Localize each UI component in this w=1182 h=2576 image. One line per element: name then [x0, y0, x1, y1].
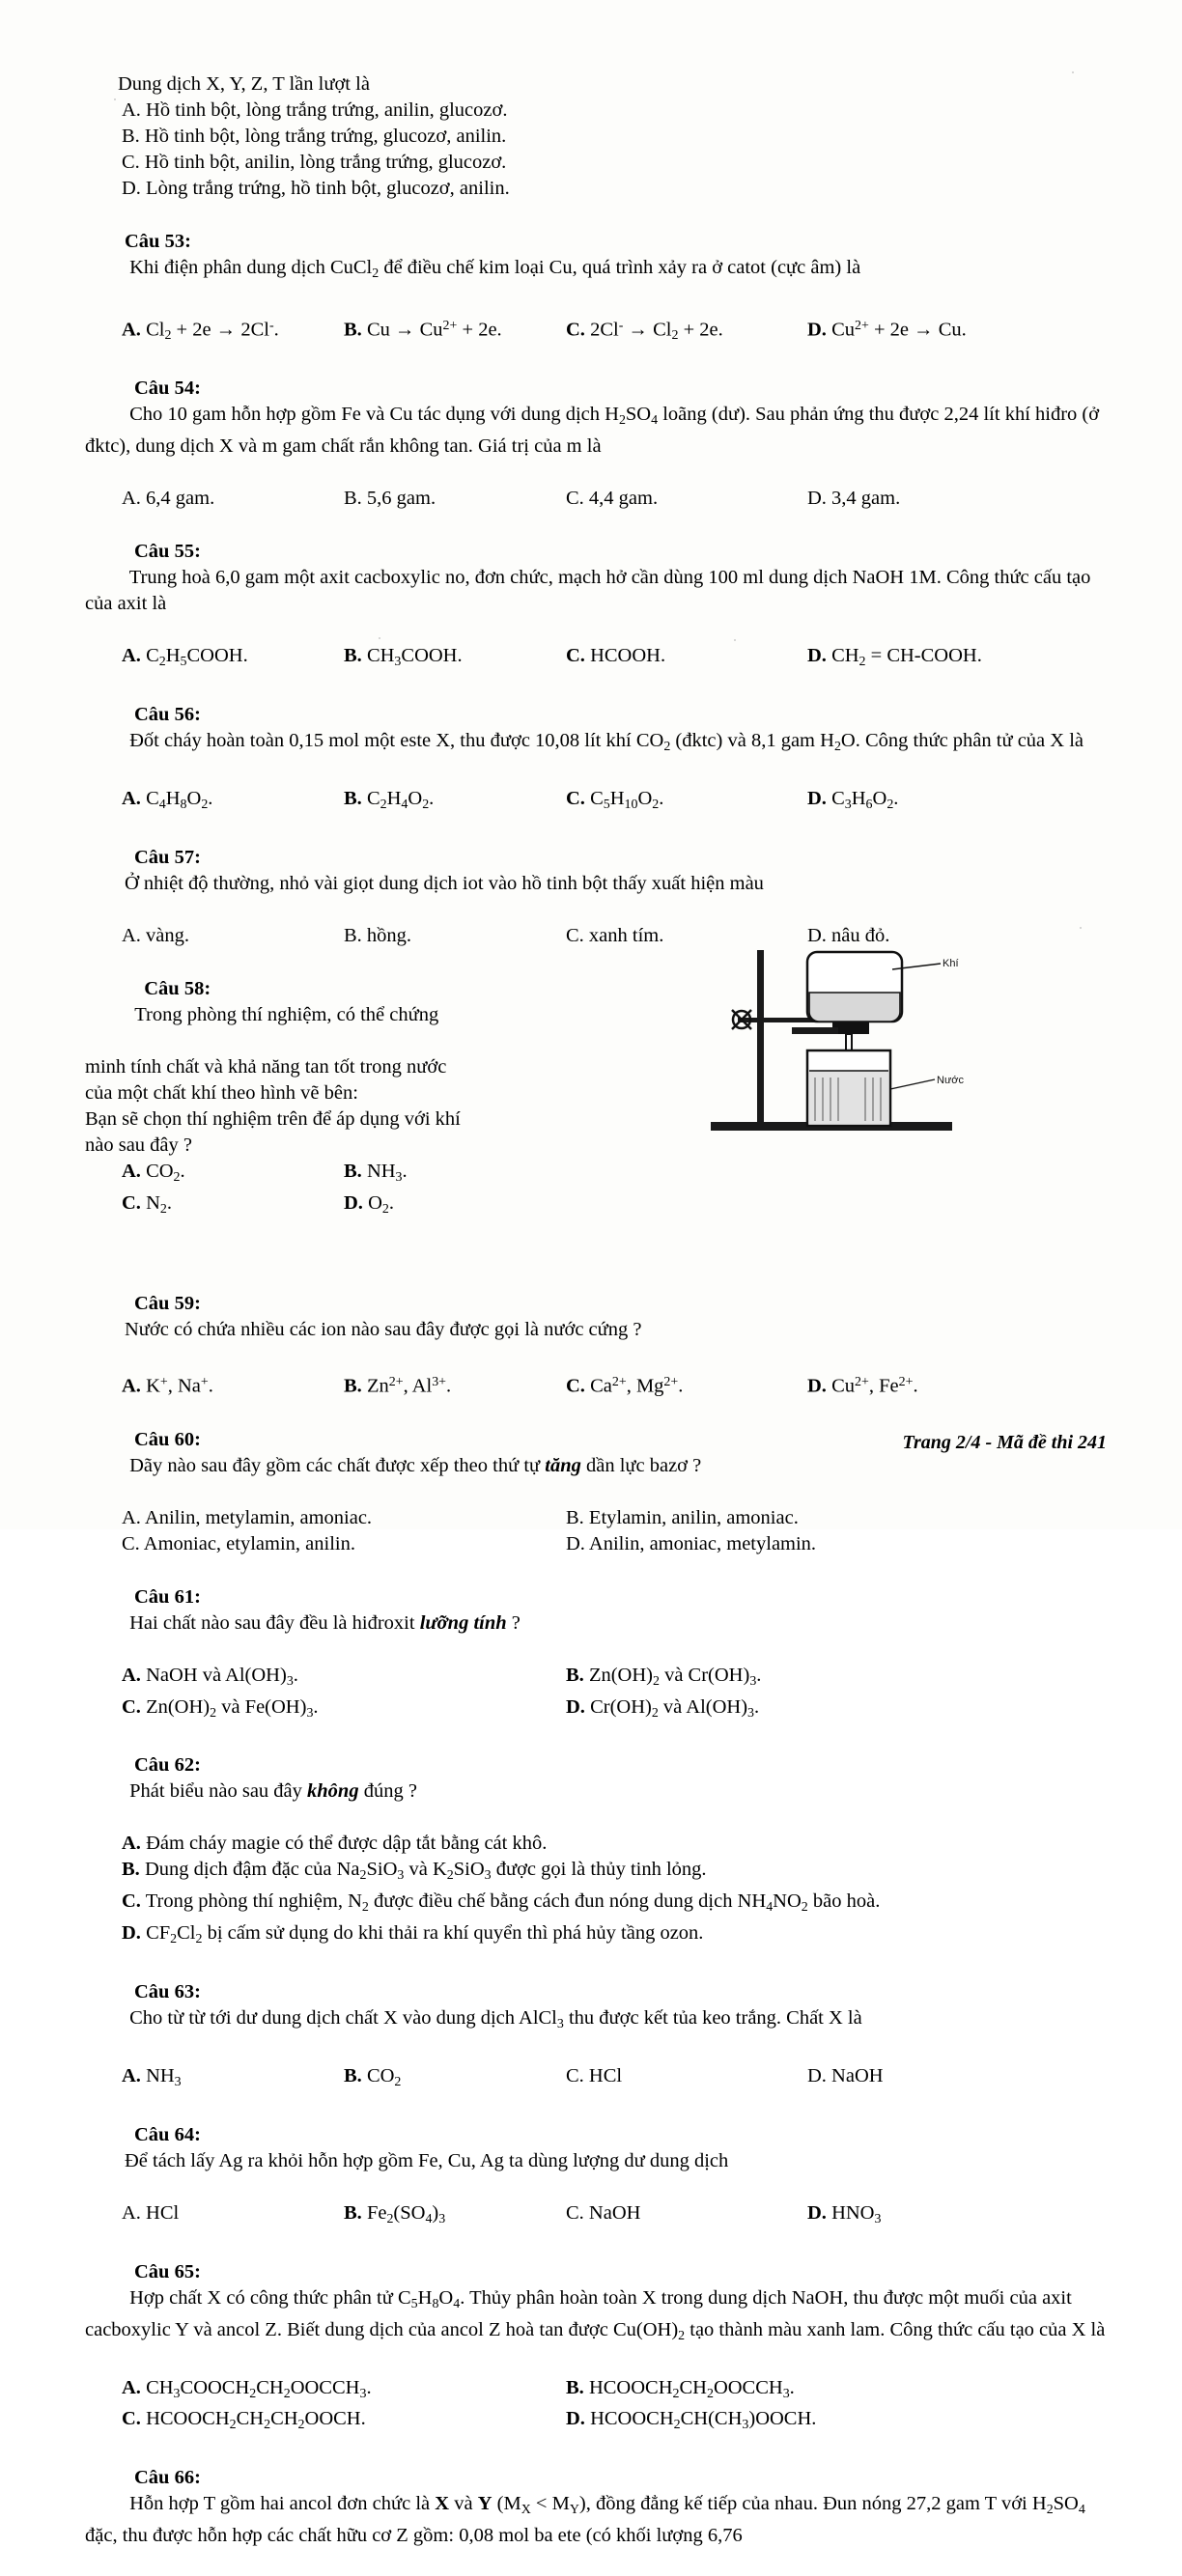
question-60-option-c: C. Amoniac, etylamin, anilin.: [122, 1532, 355, 1554]
question-54-label: Câu 54:: [134, 378, 201, 400]
question-61-option-d: D. $Cr(OH)_2$ và $Al(OH)_3$.: [566, 1695, 760, 1721]
question-60: [85, 1401, 1109, 1557]
question-62-option-a: A. Đám cháy magie có thể được dập tắt bằng cát khô.: [122, 1833, 548, 1855]
intro-block: [85, 71, 1109, 202]
question-58-stem-line-1: Trong phòng thí nghiệm, có thể chứng: [134, 1003, 439, 1025]
question-55: [85, 513, 1109, 675]
question-59-stem: Nước có chứa nhiều các ion nào sau đây được gọi là nước cứng ?: [125, 1319, 642, 1341]
question-56-label: Câu 56:: [134, 703, 201, 725]
question-53-option-b: B. $Cu \to Cu^{2+} + 2e$.: [344, 318, 502, 341]
question-61-label: Câu 61:: [134, 1585, 201, 1608]
question-54-option-c: C. 4,4 gam.: [566, 487, 659, 509]
intro-prompt: Dung dịch X, Y, Z, T lần lượt là: [118, 73, 370, 95]
page-footer: Trang 2/4 - Mã đề thi 241: [902, 1432, 1107, 1453]
question-55-option-a: A. $C_2H_5COOH$.: [122, 644, 248, 669]
scan-speck: [1072, 71, 1074, 73]
question-53-option-d: D. $Cu^{2+} + 2e \to Cu$.: [807, 318, 967, 341]
question-53-option-c: C. $2Cl^- \to Cl_2 + 2e$.: [566, 318, 723, 344]
question-57-stem: Ở nhiệt độ thường, nhỏ vài giọt dung dịch iot vào hồ tinh bột thấy xuất hiện màu: [125, 872, 764, 894]
question-65: [85, 2233, 1109, 2439]
question-53-stem: Khi điện phân dung dịch CuCl$_2$ để điều chế kim loại Cu, quá trình xảy ra ở catot (cực âm) là: [125, 257, 861, 281]
experiment-figure: [703, 942, 1089, 1145]
question-55-option-c: C. HCOOH.: [566, 644, 666, 666]
scan-speck: [1080, 927, 1082, 929]
question-53: [85, 203, 1109, 349]
intro-option-b: B. Hồ tinh bột, lòng trắng trứng, glucozơ, anilin.: [122, 126, 507, 147]
question-58-options-row-2: [85, 1190, 664, 1222]
intro-option-d: D. Lòng trắng trứng, hồ tinh bột, glucozơ, anilin.: [122, 178, 510, 199]
question-63-option-c: C. HCl: [566, 2065, 623, 2086]
question-58-label: Câu 58:: [144, 977, 211, 999]
question-55-option-d: D. $CH_2$ = CH-COOH.: [807, 644, 982, 669]
question-66: [85, 2439, 1109, 2575]
question-57-option-c: C. xanh tím.: [566, 924, 664, 946]
question-62-option-b: B. Dung dịch đậm đặc của $Na_2SiO_3$ và $K_2SiO_3$ được gọi là thủy tinh lỏng.: [122, 1859, 707, 1884]
question-56-options: [85, 786, 1109, 818]
question-65-options-row-2: [85, 2406, 1109, 2438]
question-66-stem: Hỗn hợp T gồm hai ancol đơn chức là X và Y $(M_X < M_Y)$, đồng đẳng kế tiếp của nhau. Đun nóng 27,2 gam T với $H_2SO_4$ đặc, thu được hỗn hợp các chất hữu cơ Z gồm: 0,08 mol ba ete (có khối lượng 6,76: [85, 2493, 1090, 2547]
question-64-stem: Để tách lấy Ag ra khỏi hỗn hợp gồm Fe, Cu, Ag ta dùng lượng dư dung dịch: [125, 2149, 729, 2171]
question-58-options-row-1: [85, 1159, 664, 1190]
question-58-option-b: B. $NH_3$.: [344, 1160, 408, 1185]
question-57: [85, 819, 1109, 949]
question-54-stem: Cho 10 gam hỗn hợp gồm Fe và Cu tác dụng với dung dịch $H_2SO_4$ loãng (dư). Sau phản ứng thu được 2,24 lít khí hiđro (ở đktc), dung dịch X và m gam chất rắn không tan. Giá trị của m là: [85, 404, 1105, 457]
question-58-option-d: D. $O_2$.: [344, 1191, 394, 1217]
question-59: [85, 1265, 1109, 1399]
question-58-text: [85, 950, 664, 1222]
question-63-stem: Cho từ từ tới dư dung dịch chất X vào dung dịch AlCl$_3$ thu được kết tủa keo trắng. Chất X là: [125, 2007, 862, 2031]
question-56-option-d: D. $C_3H_6O_2$.: [807, 787, 899, 812]
question-54-option-b: B. 5,6 gam.: [344, 487, 436, 509]
intro-option-a: A. Hồ tinh bột, lòng trắng trứng, anilin, glucozơ.: [122, 99, 508, 121]
question-62-stem: Phát biểu nào sau đây không đúng ?: [125, 1780, 417, 1803]
scan-speck: [379, 637, 380, 639]
question-57-option-b: B. hồng.: [344, 924, 412, 946]
question-57-option-a: A. vàng.: [122, 924, 190, 946]
question-56: [85, 676, 1109, 818]
question-58-stem-line-4: Bạn sẽ chọn thí nghiệm trên để áp dụng với khí: [85, 1107, 461, 1130]
figure-gas-label: Khí: [943, 957, 959, 969]
scan-speck: [734, 639, 736, 641]
question-55-options: [85, 643, 1109, 675]
question-61-option-a: A. NaOH và $Al(OH)_3$.: [122, 1664, 298, 1689]
question-59-label: Câu 59:: [134, 1293, 201, 1315]
question-53-label: Câu 53:: [125, 231, 191, 252]
question-60-option-a: A. Anilin, metylamin, amoniac.: [122, 1506, 373, 1528]
question-62-option-c: C. Trong phòng thí nghiệm, $N_2$ được điều chế bằng cách đun nóng dung dịch $NH_4NO_2$ bão hoà.: [122, 1890, 881, 1916]
question-61-stem: Hai chất nào sau đây đều là hiđroxit lưỡng tính ?: [125, 1611, 521, 1634]
question-64-option-d: D. $HNO_3$: [807, 2201, 882, 2226]
question-58-stem-line-3: của một chất khí theo hình vẽ bên:: [85, 1081, 358, 1104]
question-64-option-c: C. NaOH: [566, 2201, 641, 2224]
question-56-stem: Đốt cháy hoàn toàn 0,15 mol một este X, thu được 10,08 lít khí $CO_2$ (đktc) và 8,1 gam $H_2O$. Công thức phân tử của X là: [125, 729, 1084, 754]
question-64-label: Câu 64:: [134, 2123, 201, 2145]
question-63-label: Câu 63:: [134, 1981, 201, 2003]
question-58-stem-line-5: nào sau đây ?: [85, 1134, 192, 1156]
question-59-option-c: C. $Ca^{2+}$, $Mg^{2+}$.: [566, 1375, 684, 1397]
question-54-option-d: D. 3,4 gam.: [807, 487, 901, 509]
question-60-options-row-2: [85, 1531, 1109, 1557]
question-63-option-d: D. NaOH: [807, 2065, 884, 2086]
question-58: [85, 950, 1109, 1222]
question-55-stem: Trung hoà 6,0 gam một axit cacboxylic no, đơn chức, mạch hở cần dùng 100 ml dung dịch NaOH 1M. Công thức cấu tạo của axit là: [85, 566, 1096, 614]
question-59-options: [85, 1369, 1109, 1399]
question-58-option-a: A. $CO_2$.: [122, 1160, 185, 1185]
question-65-label: Câu 65:: [134, 2260, 201, 2282]
question-65-stem: Hợp chất X có công thức phân tử $C_5H_8O_4$. Thủy phân hoàn toàn X trong dung dịch NaOH, thu được một muối của axit cacboxylic Y và ancol Z. Biết dung dịch của ancol Z hoà tan được $Cu(OH)_2$ tạo thành màu xanh lam. Công thức cấu tạo của X là: [85, 2286, 1106, 2343]
question-56-option-a: A. $C_4H_8O_2$.: [122, 787, 213, 812]
question-57-option-d: D. nâu đỏ.: [807, 924, 890, 946]
question-61: [85, 1558, 1109, 1726]
figure-water-label: Nước: [937, 1074, 965, 1086]
question-62-option-d: D. $CF_2Cl_2$ bị cấm sử dụng do khi thải ra khí quyển thì phá hủy tầng ozon.: [122, 1922, 704, 1947]
question-55-option-b: B. $CH_3COOH$.: [344, 644, 463, 669]
question-55-label: Câu 55:: [134, 540, 201, 562]
question-60-label: Câu 60:: [134, 1428, 201, 1450]
question-65-options-row-1: [85, 2375, 1109, 2407]
question-54-options: [85, 486, 1109, 512]
question-62: [85, 1726, 1109, 1952]
question-64: [85, 2096, 1109, 2232]
question-64-option-b: B. $Fe_2(SO_4)_3$: [344, 2201, 446, 2226]
question-58-stem-line-2: minh tính chất và khả năng tan tốt trong nước: [85, 1055, 447, 1078]
scan-speck: [114, 98, 116, 100]
question-61-options-row-2: [85, 1694, 1109, 1726]
question-57-label: Câu 57:: [134, 846, 201, 868]
experiment-diagram: [703, 942, 1089, 1140]
question-65-option-a: A. $CH_3COOCH_2CH_2OOCCH_3$.: [122, 2376, 372, 2401]
question-59-option-d: D. $Cu^{2+}$, $Fe^{2+}$.: [807, 1375, 918, 1397]
question-56-option-b: B. $C_2H_4O_2$.: [344, 787, 435, 812]
question-64-options: [85, 2200, 1109, 2232]
question-65-option-d: D. $HCOOCH_2CH(CH_3)OOCH$.: [566, 2408, 817, 2433]
question-62-label: Câu 62:: [134, 1754, 201, 1777]
question-60-option-d: D. Anilin, amoniac, metylamin.: [566, 1532, 817, 1554]
question-60-stem: Dãy nào sau đây gồm các chất được xếp theo thứ tự tăng dần lực bazơ ?: [125, 1454, 702, 1476]
question-64-option-a: A. HCl: [122, 2201, 180, 2224]
question-59-option-a: A. K+, Na+.: [122, 1375, 213, 1397]
question-65-option-c: C. $HCOOCH_2CH_2CH_2OOCH$.: [122, 2408, 366, 2433]
intro-option-c: C. Hồ tinh bột, anilin, lòng trắng trứng, glucozơ.: [122, 152, 507, 173]
question-53-option-a: A. $Cl_2 + 2e \to 2Cl^-$.: [122, 318, 279, 344]
question-54: [85, 350, 1109, 512]
question-56-option-c: C. $C_5H_{10}O_2$.: [566, 787, 664, 812]
page-content: [85, 71, 1109, 2576]
question-61-options-row-1: [85, 1663, 1109, 1694]
question-63-option-a: A. $NH_3$: [122, 2065, 182, 2089]
question-61-option-c: C. $Zn(OH)_2$ và $Fe(OH)_3$.: [122, 1695, 319, 1721]
question-66-label: Câu 66:: [134, 2467, 201, 2489]
question-63-option-b: B. $CO_2$: [344, 2065, 402, 2089]
question-63: [85, 1953, 1109, 2095]
question-59-option-b: B. $Zn^{2+}$, $Al^{3+}$.: [344, 1375, 452, 1397]
question-54-option-a: A. 6,4 gam.: [122, 487, 215, 509]
question-53-options: [85, 313, 1109, 349]
question-65-option-b: B. $HCOOCH_2CH_2OOCCH_3$.: [566, 2376, 795, 2401]
question-61-option-b: B. $Zn(OH)_2$ và $Cr(OH)_3$.: [566, 1664, 762, 1689]
question-63-options: [85, 2063, 1109, 2095]
question-60-option-b: B. Etylamin, anilin, amoniac.: [566, 1506, 799, 1528]
question-58-option-c: C. $N_2$.: [122, 1191, 172, 1217]
question-60-options-row-1: [85, 1505, 1109, 1531]
